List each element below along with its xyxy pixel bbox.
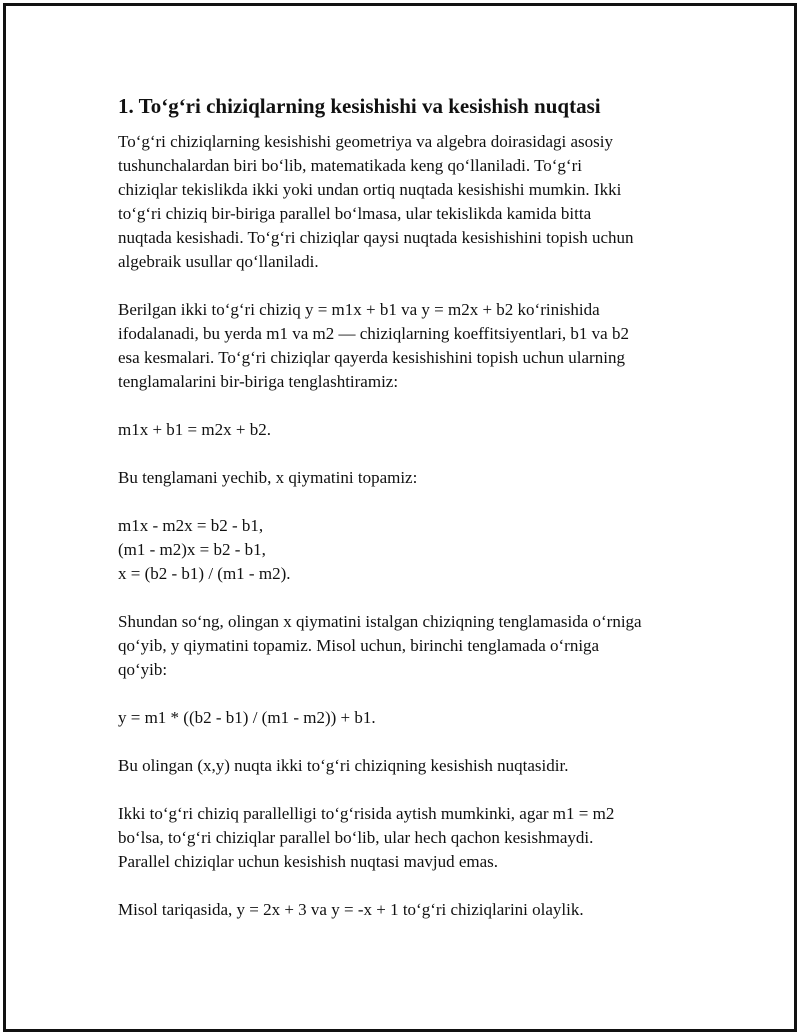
equation-line: (m1 - m2)x = b2 - b1, bbox=[118, 540, 266, 559]
equation-line: x = (b2 - b1) / (m1 - m2). bbox=[118, 564, 291, 583]
paragraph-intersection-point bbox=[118, 754, 698, 778]
paragraph-line-equations bbox=[118, 298, 698, 394]
equation-equality bbox=[118, 418, 698, 442]
paragraph-substitute bbox=[118, 610, 698, 682]
text-line: qo‘yib: bbox=[118, 660, 168, 679]
text-line: Parallel chiziqlar uchun kesishish nuqtasi mavjud emas. bbox=[118, 852, 499, 871]
text-line: esa kesmalari. To‘g‘ri chiziqlar qayerda kesishishini topish uchun ularning bbox=[118, 348, 625, 367]
paragraph-intro bbox=[118, 130, 698, 274]
text-line: bo‘lsa, to‘g‘ri chiziqlar parallel bo‘lib, ular hech qachon kesishmaydi. bbox=[118, 828, 594, 847]
paragraph-parallel-lines bbox=[118, 802, 698, 874]
equation-line: m1x + b1 = m2x + b2. bbox=[118, 420, 271, 439]
text-line: chiziqlar tekislikda ikki yoki undan ortiq nuqtada kesishishi mumkin. Ikki bbox=[118, 180, 622, 199]
paragraph-solve-x bbox=[118, 466, 698, 490]
text-line: Berilgan ikki to‘g‘ri chiziq y = m1x + b1 va y = m2x + b2 ko‘rinishida bbox=[118, 300, 600, 319]
text-line: to‘g‘ri chiziq bir-biriga parallel bo‘lmasa, ular tekislikda kamida bitta bbox=[118, 204, 592, 223]
section-heading: 1. To‘g‘ri chiziqlarning kesishishi va kesishish nuqtasi bbox=[118, 94, 601, 118]
text-line: Ikki to‘g‘ri chiziq parallelligi to‘g‘risida aytish mumkinki, agar m1 = m2 bbox=[118, 804, 615, 823]
text-line: Misol tariqasida, y = 2x + 3 va y = -x + 1 to‘g‘ri chiziqlarini olaylik. bbox=[118, 900, 584, 919]
text-line: nuqtada kesishadi. To‘g‘ri chiziqlar qaysi nuqtada kesishishini topish uchun bbox=[118, 228, 634, 247]
text-line: Shundan so‘ng, olingan x qiymatini istalgan chiziqning tenglamasida o‘rniga bbox=[118, 612, 642, 631]
text-line: Bu tenglamani yechib, x qiymatini topamiz: bbox=[118, 468, 418, 487]
equation-steps-x bbox=[118, 514, 698, 586]
text-line: ifodalanadi, bu yerda m1 va m2 — chiziqlarning koeffitsiyentlari, b1 va b2 bbox=[118, 324, 629, 343]
equation-line: m1x - m2x = b2 - b1, bbox=[118, 516, 264, 535]
text-line: To‘g‘ri chiziqlarning kesishishi geometriya va algebra doirasidagi asosiy bbox=[118, 132, 613, 151]
text-line: tushunchalardan biri bo‘lib, matematikada keng qo‘llaniladi. To‘g‘ri bbox=[118, 156, 582, 175]
paragraph-example bbox=[118, 898, 698, 922]
text-line: Bu olingan (x,y) nuqta ikki to‘g‘ri chiziqning kesishish nuqtasidir. bbox=[118, 756, 569, 775]
text-line: qo‘yib, y qiymatini topamiz. Misol uchun, birinchi tenglamada o‘rniga bbox=[118, 636, 600, 655]
text-line: algebraik usullar qo‘llaniladi. bbox=[118, 252, 319, 271]
equation-y-value bbox=[118, 706, 698, 730]
equation-line: y = m1 * ((b2 - b1) / (m1 - m2)) + b1. bbox=[118, 708, 376, 727]
document-body bbox=[118, 92, 698, 922]
text-line: tenglamalarini bir-biriga tenglashtiramiz: bbox=[118, 372, 399, 391]
